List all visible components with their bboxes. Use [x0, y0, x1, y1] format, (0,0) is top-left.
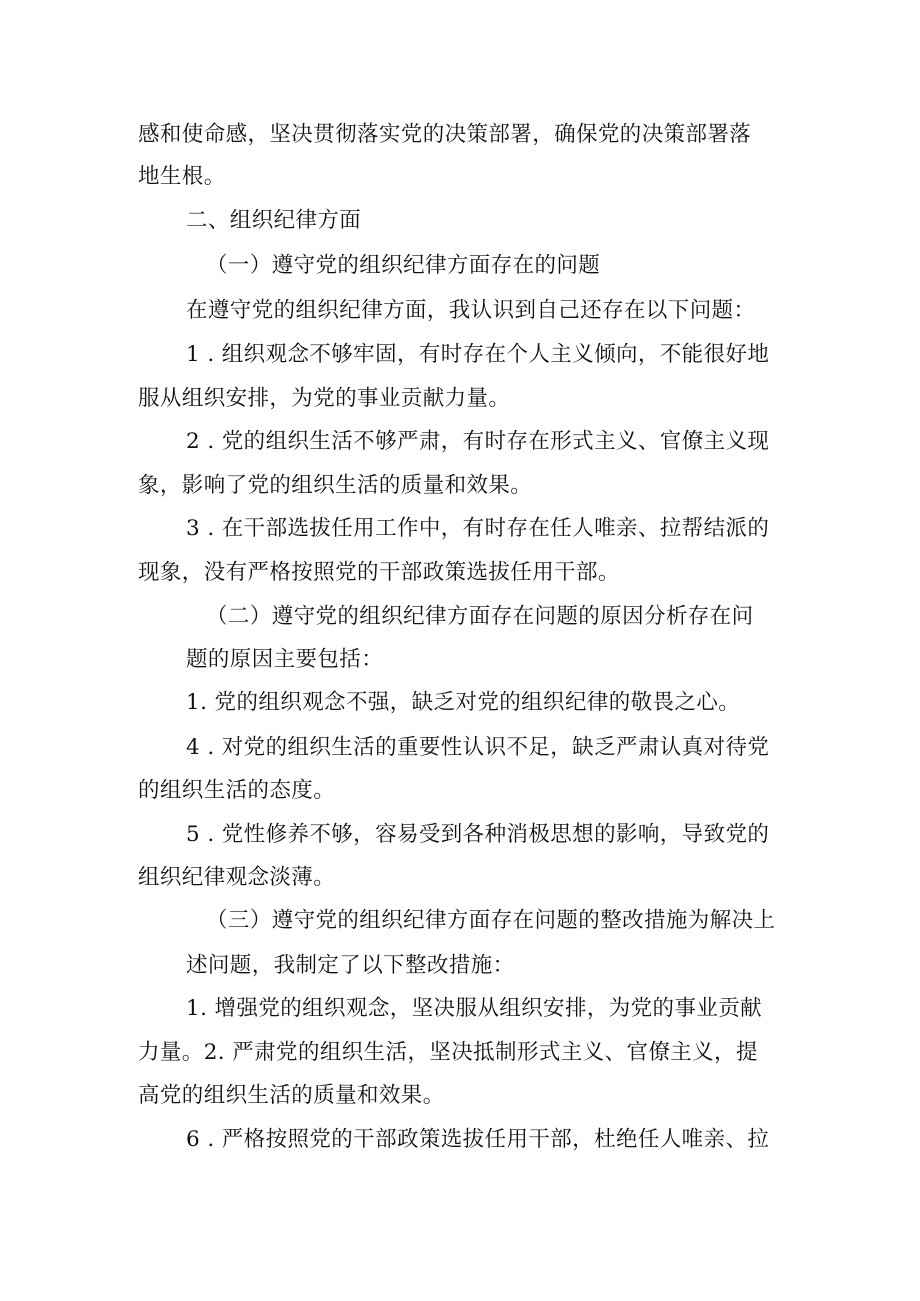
subsection-heading: （二）遵守党的组织纪律方面存在问题的原因分析存在问 [206, 604, 754, 629]
list-item-line: 组织纪律观念淡薄。 [138, 865, 336, 890]
list-item-line: 高党的组织生活的质量和效果。 [138, 1083, 445, 1108]
list-item-line: 5 . 党性修养不够，容易受到各种消极思想的影响，导致党的 [186, 822, 770, 847]
list-item-line: 2 . 党的组织生活不够严肃，有时存在形式主义、官僚主义现 [186, 429, 770, 454]
paragraph-line: 感和使命感，坚决贯彻落实党的决策部署，确保党的决策部署落 [138, 122, 752, 147]
section-heading: 二、组织纪律方面 [186, 208, 362, 233]
subsection-heading: 题的原因主要包括： [186, 647, 384, 672]
list-item-line: 现象，没有严格按照党的干部政策选拔任用干部。 [138, 560, 620, 585]
list-item-line: 1. 增强党的组织观念，坚决服从组织安排，为党的事业贡献 [186, 996, 763, 1021]
list-item-line: 6 . 严格按照党的干部政策选拔任用干部，杜绝任人唯亲、拉 [186, 1127, 770, 1152]
paragraph-line: 在遵守党的组织纪律方面，我认识到自己还存在以下问题： [186, 298, 756, 323]
list-item-line: 的组织生活的态度。 [138, 778, 336, 803]
list-item-line: 服从组织安排，为党的事业贡献力量。 [138, 386, 511, 411]
list-item-line: 力量。2. 严肃党的组织生活，坚决抵制形式主义、官僚主义，提 [138, 1040, 758, 1065]
list-item-line: 象，影响了党的组织生活的质量和效果。 [138, 473, 533, 498]
subsection-heading: （一）遵守党的组织纪律方面存在的问题 [206, 253, 601, 278]
paragraph-line: 地生根。 [138, 164, 226, 189]
subsection-heading: 述问题，我制定了以下整改措施： [186, 953, 515, 978]
list-item-line: 3 . 在干部选拔任用工作中，有时存在任人唯亲、拉帮结派的 [186, 516, 770, 541]
list-item-line: 4 . 对党的组织生活的重要性认识不足，缺乏严肃认真对待党 [186, 735, 770, 760]
list-item-line: 1. 党的组织观念不强，缺乏对党的组织纪律的敬畏之心。 [186, 690, 741, 715]
list-item-line: 1 . 组织观念不够牢固，有时存在个人主义倾向，不能很好地 [186, 342, 770, 367]
subsection-heading: （三）遵守党的组织纪律方面存在问题的整改措施为解决上 [206, 908, 776, 933]
